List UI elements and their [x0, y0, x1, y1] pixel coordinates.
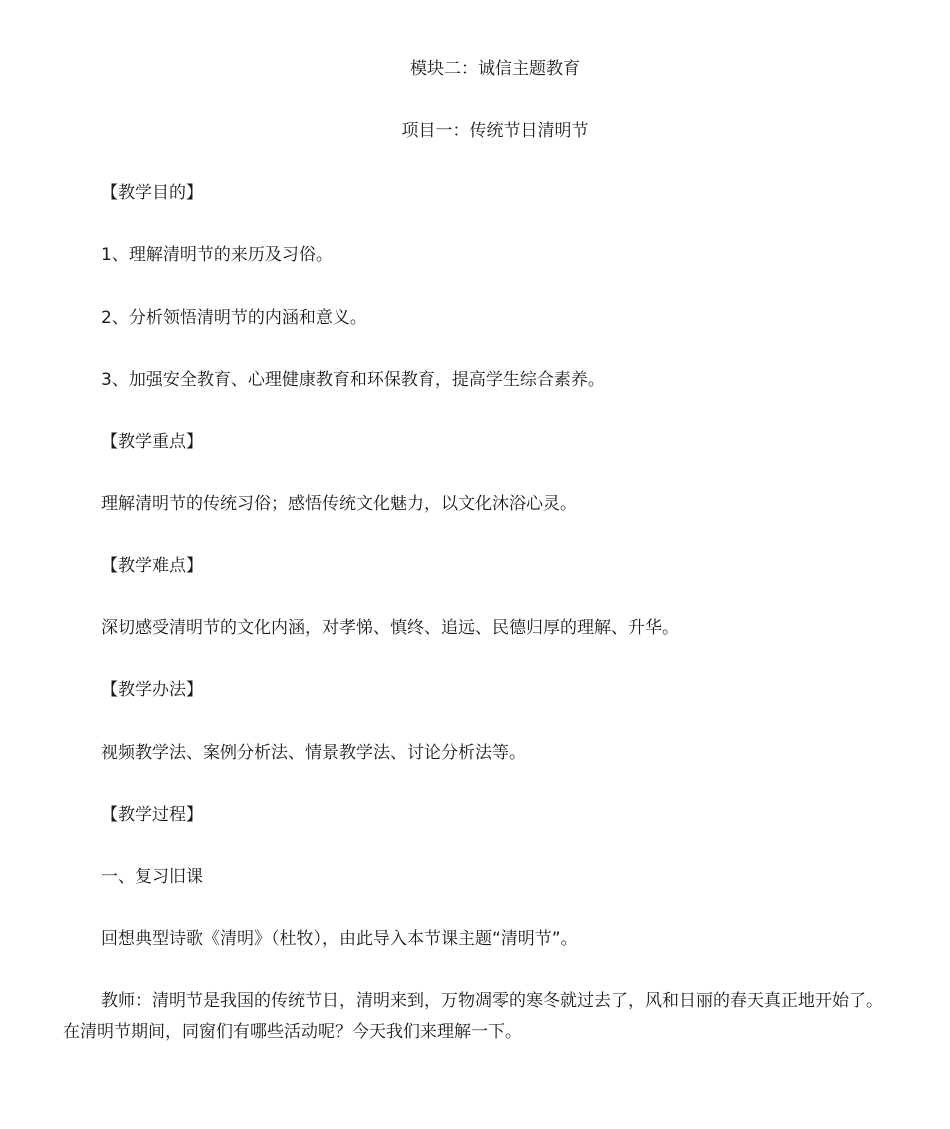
difficulties-text: 深切感受清明节的文化内涵，对孝悌、慎终、追远、民德归厚的理解、升华。 — [101, 618, 679, 638]
key-points-heading: 【教学重点】 — [101, 432, 203, 452]
process-step-text: 回想典型诗歌《清明》（杜牧），由此导入本节课主题“清明节”。 — [101, 929, 578, 949]
process-heading: 【教学过程】 — [101, 805, 203, 825]
objective-item: 3、加强安全教育、心理健康教育和环保教育，提高学生综合素养。 — [101, 370, 605, 390]
objectives-heading: 【教学目的】 — [101, 183, 203, 203]
process-step-title: 一、复习旧课 — [101, 867, 203, 887]
project-title: 项目一：传统节日清明节 — [401, 121, 589, 141]
objective-item: 1、理解清明节的来历及习俗。 — [101, 245, 333, 265]
methods-text: 视频教学法、案例分析法、情景教学法、讨论分析法等。 — [101, 743, 526, 763]
difficulties-heading: 【教学难点】 — [101, 556, 203, 576]
module-title: 模块二：诚信主题教育 — [410, 59, 580, 79]
key-points-text: 理解清明节的传统习俗；感悟传统文化魅力，以文化沐浴心灵。 — [101, 494, 577, 514]
methods-heading: 【教学办法】 — [101, 680, 203, 700]
teacher-paragraph: 教师：清明节是我国的传统节日，清明来到，万物凋零的寒冬就过去了，风和日丽的春天真正地开始了。在清明节期间，同窗们有哪些活动呢？今天我们来理解一下。 — [63, 991, 883, 1042]
objective-item: 2、分析领悟清明节的内涵和意义。 — [101, 308, 367, 328]
